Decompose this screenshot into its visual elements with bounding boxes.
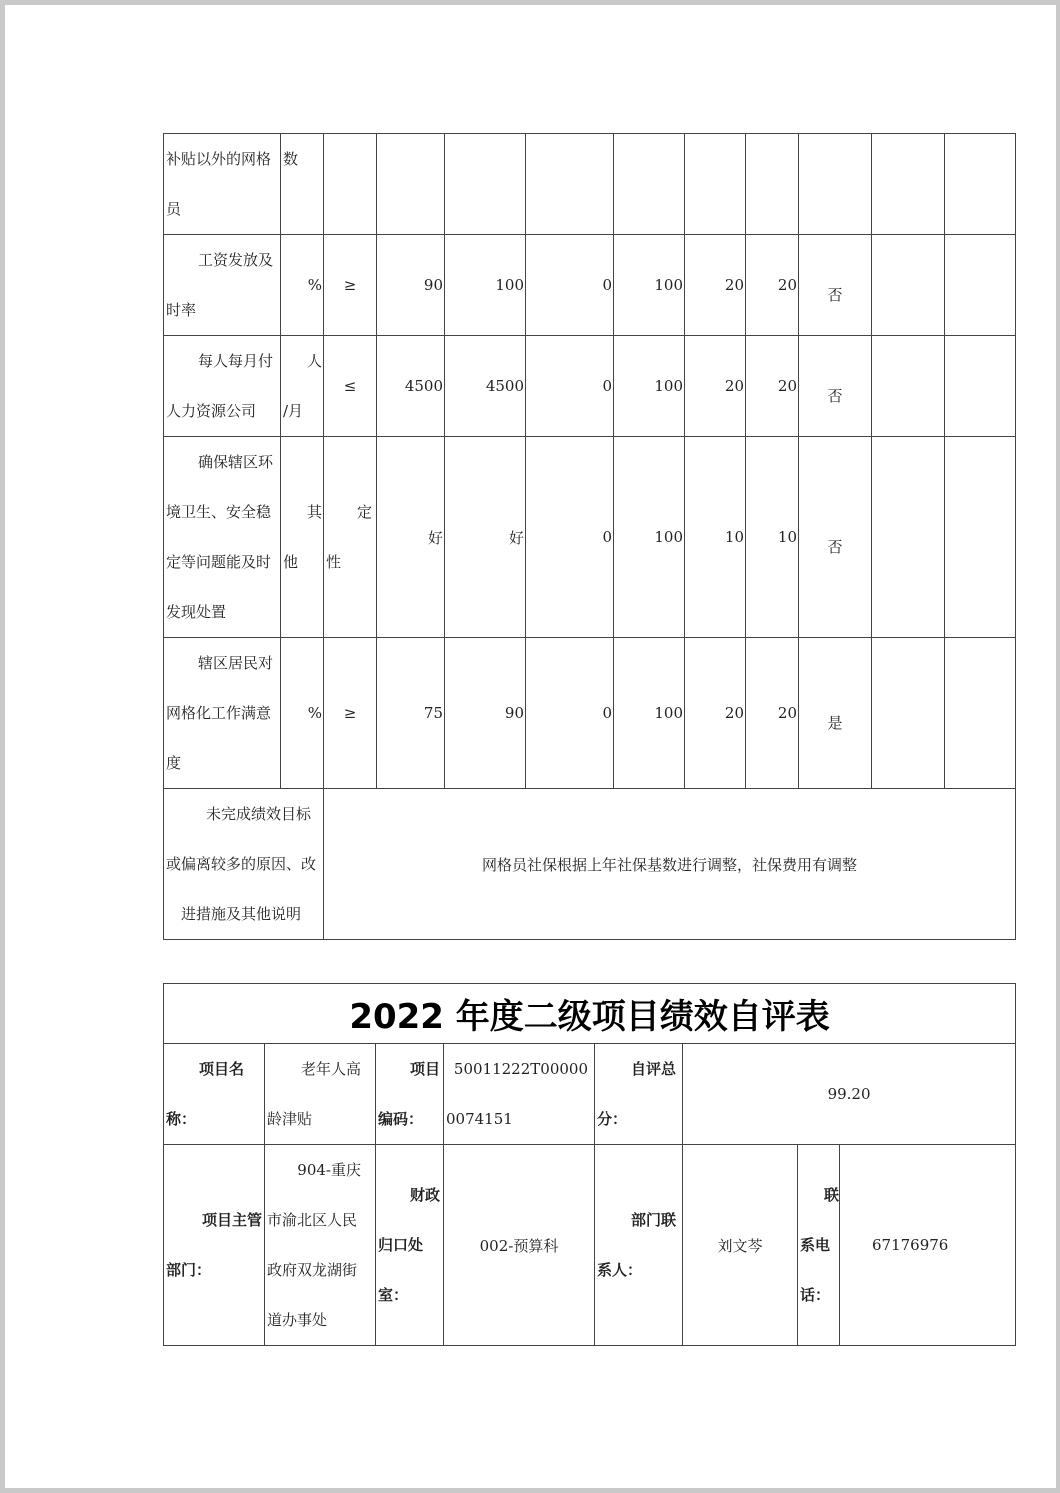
zero-value: 0 bbox=[526, 437, 614, 638]
flag-value: 否 bbox=[799, 235, 872, 336]
zero-value: 0 bbox=[526, 235, 614, 336]
full-value: 100 bbox=[614, 336, 685, 437]
self-evaluation-table bbox=[163, 983, 1016, 1346]
table-row bbox=[164, 134, 1016, 235]
empty-cell bbox=[872, 235, 945, 336]
target-value: 90 bbox=[377, 235, 445, 336]
empty-cell bbox=[945, 336, 1016, 437]
table-row bbox=[164, 336, 1016, 437]
weight-value: 20 bbox=[685, 638, 746, 789]
score-value: 20 bbox=[746, 638, 799, 789]
indicator-unit: % bbox=[281, 638, 324, 789]
indicator-unit: 人 /月 bbox=[281, 336, 324, 437]
weight-value: 10 bbox=[685, 437, 746, 638]
indicator-name: 每人每月付 人力资源公司 bbox=[164, 336, 281, 437]
department-value: 904-重庆 市渝北区人民 政府双龙湖街 道办事处 bbox=[265, 1145, 376, 1346]
project-name-value: 老年人高 龄津贴 bbox=[265, 1044, 376, 1145]
indicator-symbol: ≥ bbox=[324, 638, 377, 789]
weight-value: 20 bbox=[685, 336, 746, 437]
empty-cell bbox=[945, 638, 1016, 789]
empty-cell bbox=[872, 638, 945, 789]
flag-value: 否 bbox=[799, 437, 872, 638]
empty-cell bbox=[872, 134, 945, 235]
project-code-value: 50011222T00000 0074151 bbox=[444, 1044, 595, 1145]
explanation-row bbox=[164, 789, 1016, 940]
target-value bbox=[377, 134, 445, 235]
full-value: 100 bbox=[614, 235, 685, 336]
indicator-symbol: ≥ bbox=[324, 235, 377, 336]
actual-value: 好 bbox=[445, 437, 526, 638]
indicator-unit: % bbox=[281, 235, 324, 336]
actual-value: 100 bbox=[445, 235, 526, 336]
page-title: 2022 年度二级项目绩效自评表 bbox=[164, 984, 1016, 1044]
full-value: 100 bbox=[614, 638, 685, 789]
score-value: 10 bbox=[746, 437, 799, 638]
empty-cell bbox=[945, 235, 1016, 336]
phone-label: 联 系电 话： bbox=[798, 1145, 840, 1346]
indicator-name: 辖区居民对 网格化工作满意 度 bbox=[164, 638, 281, 789]
table-row bbox=[164, 437, 1016, 638]
weight-value: 20 bbox=[685, 235, 746, 336]
empty-cell bbox=[945, 134, 1016, 235]
indicator-symbol: 定 性 bbox=[324, 437, 377, 638]
phone-value: 67176976 bbox=[840, 1145, 1016, 1346]
self-score-value: 99.20 bbox=[683, 1044, 1016, 1145]
finance-office-value: 002-预算科 bbox=[444, 1145, 595, 1346]
explanation-text: 网格员社保根据上年社保基数进行调整，社保费用有调整 bbox=[324, 789, 1016, 940]
target-value: 4500 bbox=[377, 336, 445, 437]
title-row bbox=[164, 984, 1016, 1044]
score-value: 20 bbox=[746, 336, 799, 437]
indicator-name: 确保辖区环 境卫生、安全稳 定等问题能及时 发现处置 bbox=[164, 437, 281, 638]
self-score-label: 自评总 分： bbox=[595, 1044, 683, 1145]
table-row bbox=[164, 638, 1016, 789]
contact-label: 部门联 系人： bbox=[595, 1145, 683, 1346]
department-label: 项目主管 部门： bbox=[164, 1145, 265, 1346]
empty-cell bbox=[872, 437, 945, 638]
zero-value bbox=[526, 134, 614, 235]
target-value: 75 bbox=[377, 638, 445, 789]
project-code-label: 项目 编码： bbox=[376, 1044, 444, 1145]
actual-value: 90 bbox=[445, 638, 526, 789]
zero-value: 0 bbox=[526, 336, 614, 437]
empty-cell bbox=[945, 437, 1016, 638]
flag-value: 是 bbox=[799, 638, 872, 789]
indicator-unit: 其 他 bbox=[281, 437, 324, 638]
flag-value bbox=[799, 134, 872, 235]
flag-value: 否 bbox=[799, 336, 872, 437]
weight-value bbox=[685, 134, 746, 235]
performance-indicator-table bbox=[163, 133, 1016, 940]
indicator-symbol: ≤ bbox=[324, 336, 377, 437]
table-row bbox=[164, 1044, 1016, 1145]
indicator-name: 补贴以外的网格 员 bbox=[164, 134, 281, 235]
score-value bbox=[746, 134, 799, 235]
indicator-symbol bbox=[324, 134, 377, 235]
project-name-label: 项目名 称： bbox=[164, 1044, 265, 1145]
finance-office-label: 财政 归口处 室： bbox=[376, 1145, 444, 1346]
table-row bbox=[164, 1145, 1016, 1346]
actual-value: 4500 bbox=[445, 336, 526, 437]
zero-value: 0 bbox=[526, 638, 614, 789]
empty-cell bbox=[872, 336, 945, 437]
score-value: 20 bbox=[746, 235, 799, 336]
indicator-unit: 数 bbox=[281, 134, 324, 235]
table-row bbox=[164, 235, 1016, 336]
full-value: 100 bbox=[614, 437, 685, 638]
contact-value: 刘文芩 bbox=[683, 1145, 798, 1346]
actual-value bbox=[445, 134, 526, 235]
indicator-name: 工资发放及 时率 bbox=[164, 235, 281, 336]
explanation-label: 未完成绩效目标 或偏离较多的原因、改 进措施及其他说明 bbox=[164, 789, 324, 940]
target-value: 好 bbox=[377, 437, 445, 638]
full-value bbox=[614, 134, 685, 235]
